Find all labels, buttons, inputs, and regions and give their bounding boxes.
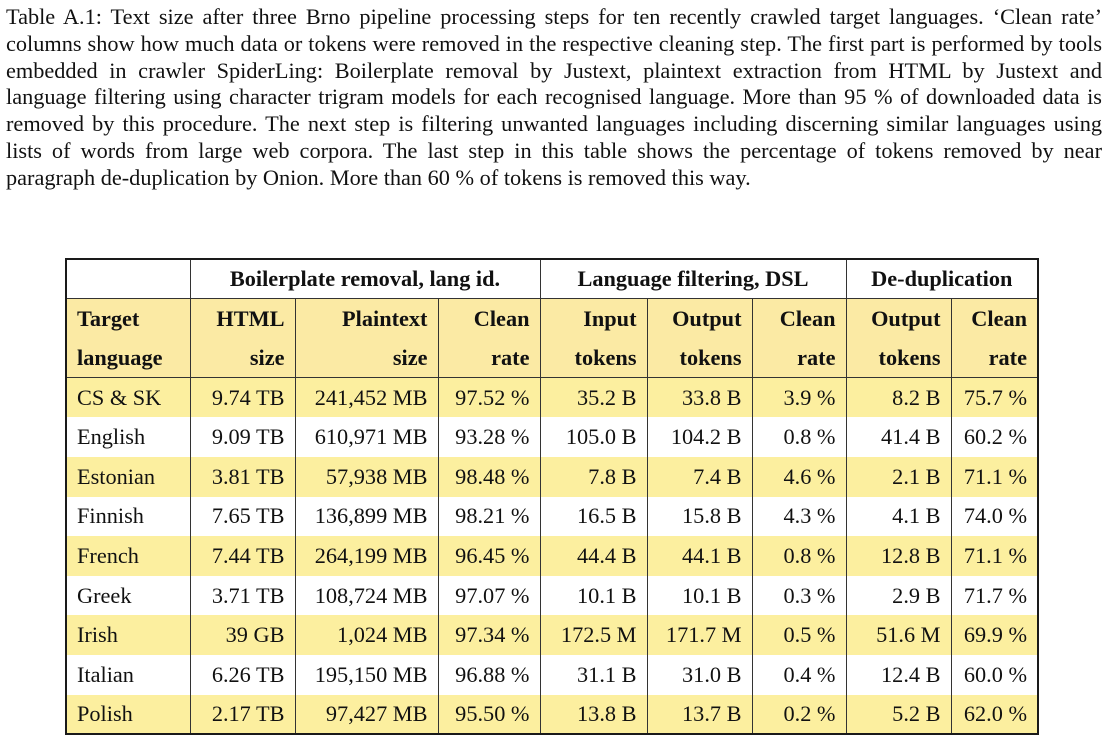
table-cell: 98.48 % (438, 457, 540, 497)
group-header-blank (66, 259, 190, 299)
table-cell: 5.2 B (846, 695, 951, 735)
table-cell: 16.5 B (540, 497, 647, 537)
table-cell: 241,452 MB (295, 378, 438, 418)
table-cell: 57,938 MB (295, 457, 438, 497)
table-cell: 44.1 B (647, 536, 752, 576)
row-language-cell: Italian (66, 655, 190, 695)
table-cell: 104.2 B (647, 417, 752, 457)
column-header-row-1 (66, 299, 1038, 339)
column-header: size (295, 338, 438, 378)
table-cell: 3.9 % (752, 378, 846, 418)
column-header-row-2 (66, 338, 1038, 378)
table-cell: 108,724 MB (295, 576, 438, 616)
column-header: Clean (951, 299, 1038, 339)
column-header: rate (951, 338, 1038, 378)
table-cell: 0.5 % (752, 615, 846, 655)
table-cell: 610,971 MB (295, 417, 438, 457)
table-cell: 195,150 MB (295, 655, 438, 695)
column-header: Target (66, 299, 190, 339)
table-cell: 1,024 MB (295, 615, 438, 655)
row-language-cell: French (66, 536, 190, 576)
group-header-row (66, 259, 1038, 299)
table-cell: 93.28 % (438, 417, 540, 457)
table-cell: 13.8 B (540, 695, 647, 735)
table-cell: 3.71 TB (190, 576, 295, 616)
column-header: Output (647, 299, 752, 339)
table-cell: 2.17 TB (190, 695, 295, 735)
table-cell: 0.3 % (752, 576, 846, 616)
table-cell: 96.88 % (438, 655, 540, 695)
table-cell: 0.4 % (752, 655, 846, 695)
row-language-cell: CS & SK (66, 378, 190, 418)
table-cell: 31.1 B (540, 655, 647, 695)
row-language-cell: Irish (66, 615, 190, 655)
table-cell: 3.81 TB (190, 457, 295, 497)
row-language-cell: English (66, 417, 190, 457)
table-cell: 62.0 % (951, 695, 1038, 735)
column-header: Clean (438, 299, 540, 339)
table-cell: 44.4 B (540, 536, 647, 576)
table-cell: 97.34 % (438, 615, 540, 655)
table-row (66, 655, 1038, 695)
table-cell: 60.2 % (951, 417, 1038, 457)
table-cell: 6.26 TB (190, 655, 295, 695)
table-cell: 0.2 % (752, 695, 846, 735)
table-cell: 10.1 B (647, 576, 752, 616)
table-cell: 71.1 % (951, 536, 1038, 576)
table-cell: 7.8 B (540, 457, 647, 497)
results-table (65, 258, 1039, 735)
table-row (66, 378, 1038, 418)
column-header: Input (540, 299, 647, 339)
table-cell: 51.6 M (846, 615, 951, 655)
column-header: rate (752, 338, 846, 378)
table-cell: 98.21 % (438, 497, 540, 537)
table-cell: 4.1 B (846, 497, 951, 537)
column-header: Plaintext (295, 299, 438, 339)
table-cell: 95.50 % (438, 695, 540, 735)
table-cell: 172.5 M (540, 615, 647, 655)
table-cell: 39 GB (190, 615, 295, 655)
table-row (66, 497, 1038, 537)
table-cell: 69.9 % (951, 615, 1038, 655)
table-cell: 2.9 B (846, 576, 951, 616)
column-header: tokens (647, 338, 752, 378)
table-row (66, 536, 1038, 576)
table-cell: 96.45 % (438, 536, 540, 576)
table-cell: 264,199 MB (295, 536, 438, 576)
row-language-cell: Polish (66, 695, 190, 735)
table-cell: 12.8 B (846, 536, 951, 576)
group-header-boilerplate: Boilerplate removal, lang id. (190, 259, 540, 299)
table-row (66, 615, 1038, 655)
table-cell: 105.0 B (540, 417, 647, 457)
table-cell: 97,427 MB (295, 695, 438, 735)
table-cell: 60.0 % (951, 655, 1038, 695)
column-header: rate (438, 338, 540, 378)
table-row (66, 417, 1038, 457)
row-language-cell: Finnish (66, 497, 190, 537)
table-cell: 0.8 % (752, 417, 846, 457)
table-cell: 0.8 % (752, 536, 846, 576)
table-row (66, 695, 1038, 735)
column-header: tokens (846, 338, 951, 378)
table-cell: 35.2 B (540, 378, 647, 418)
column-header: Clean (752, 299, 846, 339)
table-cell: 97.07 % (438, 576, 540, 616)
table-cell: 7.65 TB (190, 497, 295, 537)
table-cell: 15.8 B (647, 497, 752, 537)
table-cell: 4.3 % (752, 497, 846, 537)
column-header: tokens (540, 338, 647, 378)
table-cell: 7.4 B (647, 457, 752, 497)
table-cell: 74.0 % (951, 497, 1038, 537)
table-cell: 97.52 % (438, 378, 540, 418)
table-cell: 41.4 B (846, 417, 951, 457)
table-cell: 31.0 B (647, 655, 752, 695)
row-language-cell: Greek (66, 576, 190, 616)
table-cell: 7.44 TB (190, 536, 295, 576)
column-header: Output (846, 299, 951, 339)
table-cell: 4.6 % (752, 457, 846, 497)
group-header-language-filtering: Language filtering, DSL (540, 259, 846, 299)
column-header: HTML (190, 299, 295, 339)
column-header: size (190, 338, 295, 378)
table-cell: 171.7 M (647, 615, 752, 655)
row-language-cell: Estonian (66, 457, 190, 497)
table-cell: 9.74 TB (190, 378, 295, 418)
table-cell: 75.7 % (951, 378, 1038, 418)
group-header-deduplication: De-duplication (846, 259, 1038, 299)
table-cell: 12.4 B (846, 655, 951, 695)
table-cell: 13.7 B (647, 695, 752, 735)
table-caption: Table A.1: Text size after three Brno pipeline processing steps for ten recently crawled target languages. ‘Clean rate’ columns show how much data or tokens were removed in the respective cleaning step. The first part is performed by tools embedded in crawler SpiderLing: Boilerplate removal by Justext, plaintext extraction from HTML by Justext and language filtering using character trigram models for each recognised language. More than 95 % of downloaded data is removed by this procedure. The next step is filtering unwanted languages including discerning similar languages using lists of words from large web corpora. The last step in this table shows the percentage of tokens removed by near paragraph de-duplication by Onion. More than 60 % of tokens is removed this way. (6, 4, 1102, 190)
table-cell: 33.8 B (647, 378, 752, 418)
table-cell: 136,899 MB (295, 497, 438, 537)
results-table-container (65, 258, 1037, 735)
table-row (66, 457, 1038, 497)
table-cell: 8.2 B (846, 378, 951, 418)
table-cell: 71.7 % (951, 576, 1038, 616)
table-cell: 9.09 TB (190, 417, 295, 457)
column-header: language (66, 338, 190, 378)
table-cell: 2.1 B (846, 457, 951, 497)
table-body (66, 378, 1038, 734)
table-cell: 71.1 % (951, 457, 1038, 497)
table-row (66, 576, 1038, 616)
table-cell: 10.1 B (540, 576, 647, 616)
